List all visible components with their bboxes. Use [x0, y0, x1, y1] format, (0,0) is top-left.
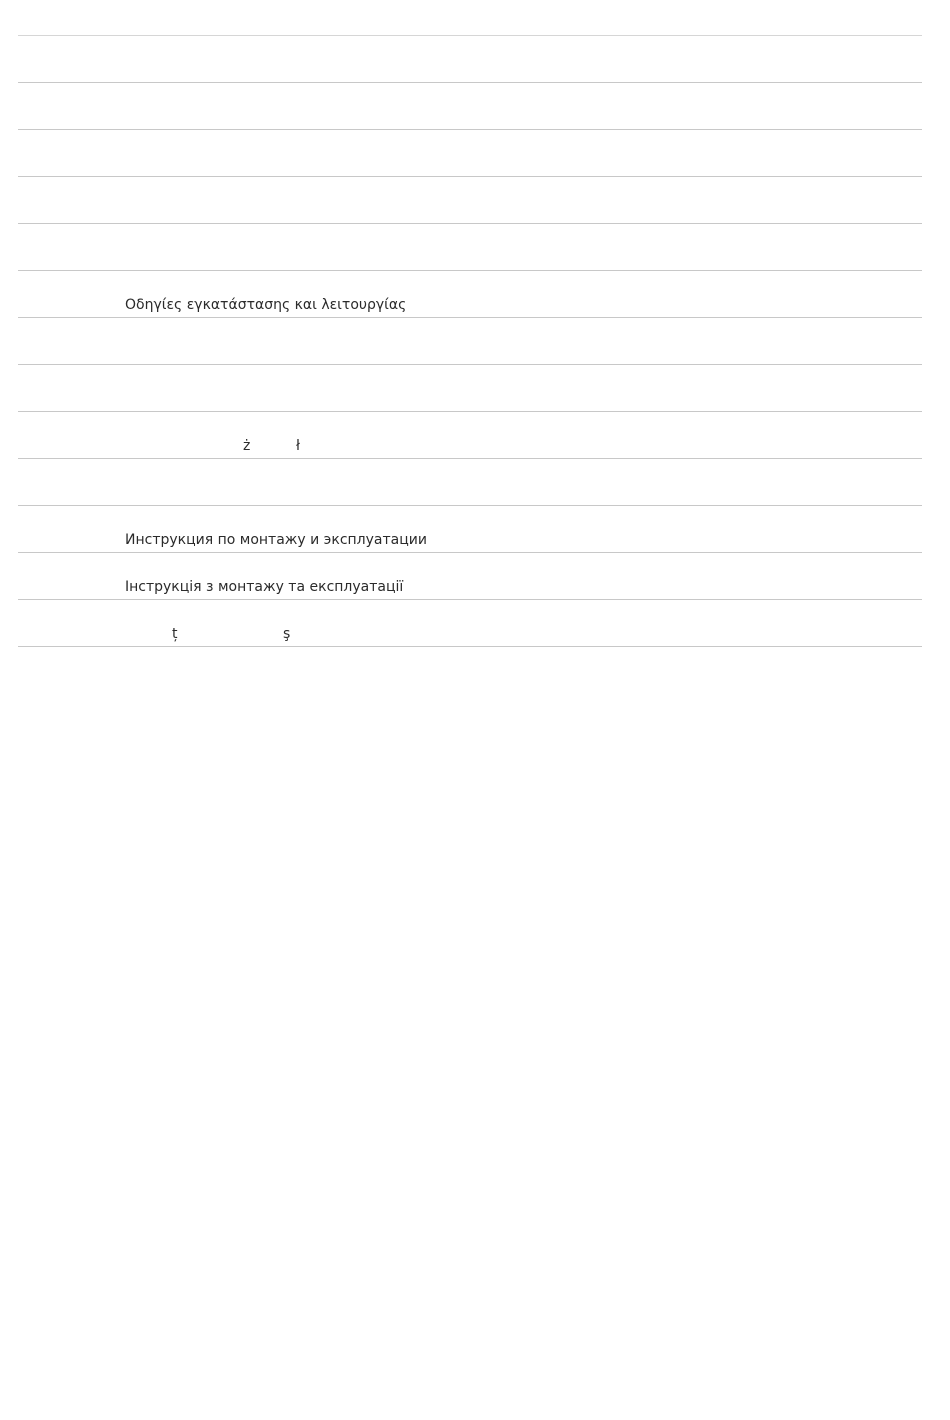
- language-title-ukrainian: Інструкція з монтажу та експлуатації: [125, 579, 404, 595]
- glyph-s-cedilla: ş: [283, 626, 291, 642]
- glyph-t-comma: ț: [172, 626, 178, 642]
- language-row: [18, 83, 922, 130]
- language-list: [18, 35, 922, 647]
- language-row: [18, 459, 922, 506]
- language-row: [18, 130, 922, 177]
- language-row: [18, 36, 922, 83]
- language-title-russian: Инструкция по монтажу и эксплуатации: [125, 532, 427, 548]
- language-row: [18, 365, 922, 412]
- language-row: [18, 177, 922, 224]
- language-row-russian: [18, 506, 922, 553]
- language-row: [18, 224, 922, 271]
- glyph-z-dot: ż: [243, 438, 251, 454]
- language-row-polish: [18, 412, 922, 459]
- glyph-l-stroke: ł: [296, 438, 300, 454]
- language-row-romanian: [18, 600, 922, 647]
- language-row-ukrainian: [18, 553, 922, 600]
- language-row: [18, 318, 922, 365]
- language-title-greek: Οδηγίες εγκατάστασης και λειτουργίας: [125, 297, 407, 313]
- language-row-greek: [18, 271, 922, 318]
